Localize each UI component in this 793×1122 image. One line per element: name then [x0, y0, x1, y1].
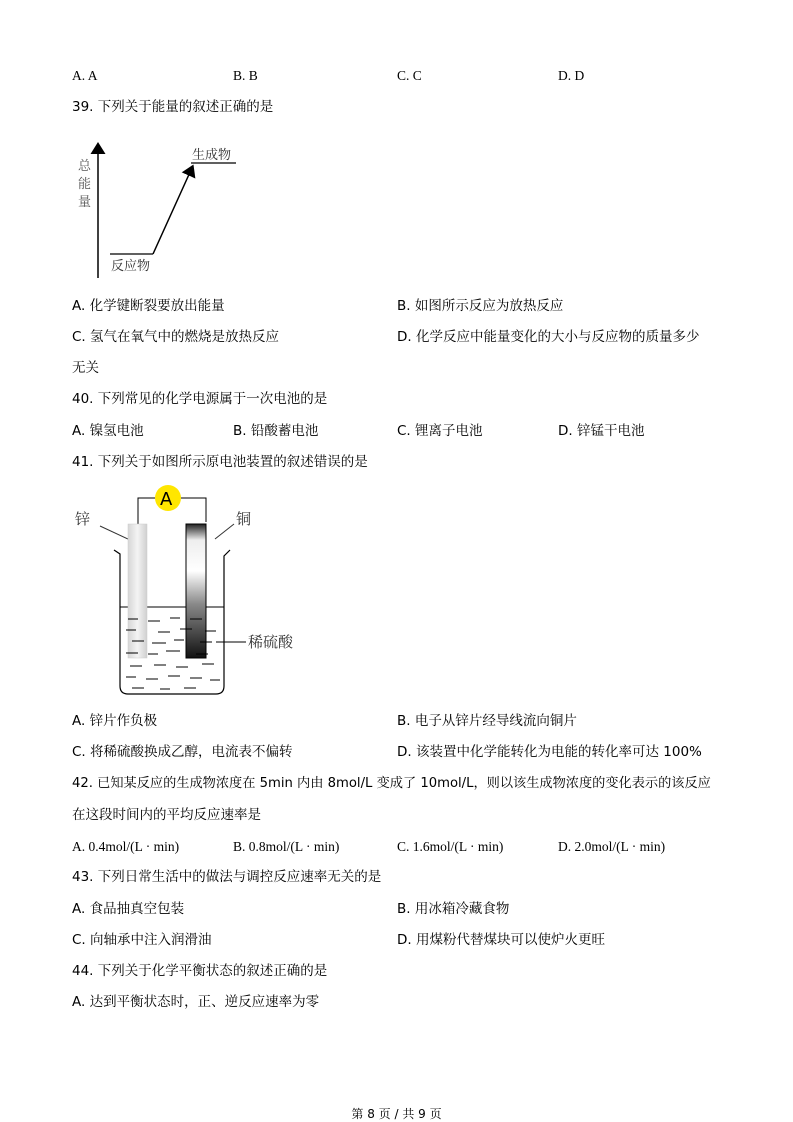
- y-axis-label-2: 能: [78, 177, 92, 192]
- q38-option-b: B. B: [233, 68, 258, 83]
- q43-option-b: B. 用冰箱冷藏食物: [397, 901, 510, 917]
- energy-diagram: [66, 140, 256, 285]
- q39-option-d: D. 化学反应中能量变化的大小与反应物的质量多少: [397, 329, 700, 345]
- q43-option-d: D. 用煤粉代替煤块可以使炉火更旺: [397, 932, 605, 948]
- product-label: 生成物: [192, 148, 232, 163]
- q42-option-d: D. 2.0mol/(L · min): [558, 839, 666, 854]
- ammeter-label: A: [160, 489, 173, 510]
- q39-option-c: C. 氢气在氧气中的燃烧是放热反应: [72, 329, 280, 345]
- copper-label: 铜: [236, 510, 252, 528]
- zinc-electrode: [128, 524, 147, 658]
- q40-option-d: D. 锌锰干电池: [558, 423, 645, 439]
- q42-stem-line2: 在这段时间内的平均反应速率是: [72, 807, 261, 823]
- copper-electrode: [186, 524, 206, 658]
- q38-option-a: A. A: [72, 68, 98, 83]
- q43-option-a: A. 食品抽真空包装: [72, 901, 185, 917]
- q41-option-c: C. 将稀硫酸换成乙醇，电流表不偏转: [72, 744, 293, 760]
- q41-option-a: A. 锌片作负极: [72, 713, 158, 729]
- q40-stem: 40. 下列常见的化学电源属于一次电池的是: [72, 391, 328, 407]
- q43-stem: 43. 下列日常生活中的做法与调控反应速率无关的是: [72, 869, 382, 885]
- q42-option-b: B. 0.8mol/(L · min): [233, 839, 340, 854]
- q38-option-d: D. D: [558, 68, 585, 83]
- q44-option-a: A. 达到平衡状态时，正、逆反应速率为零: [72, 994, 320, 1010]
- y-axis-label-3: 量: [78, 195, 92, 210]
- galvanic-cell-diagram: [70, 484, 310, 699]
- q39-option-a: A. 化学键断裂要放出能量: [72, 298, 225, 314]
- q39-stem: 39. 下列关于能量的叙述正确的是: [72, 99, 274, 115]
- q42-stem-line1: 42. 已知某反应的生成物浓度在 5min 内由 8mol/L 变成了 10mol/L，则以该生成物浓度的变化表示的该反应: [72, 776, 711, 791]
- q43-option-c: C. 向轴承中注入润滑油: [72, 932, 212, 948]
- reactant-label: 反应物: [111, 259, 151, 274]
- q41-option-b: B. 电子从锌片经导线流向铜片: [397, 713, 577, 729]
- q41-stem: 41. 下列关于如图所示原电池装置的叙述错误的是: [72, 454, 368, 470]
- y-axis-label-1: 总: [78, 159, 92, 174]
- q40-option-a: A. 镍氢电池: [72, 423, 144, 439]
- q39-option-d-continued: 无关: [72, 360, 99, 376]
- q41-option-d: D. 该装置中化学能转化为电能的转化率可达 100%: [397, 744, 702, 760]
- q38-option-c: C. C: [397, 68, 422, 83]
- page-number: 第 8 页 / 共 9 页: [351, 1107, 442, 1121]
- q42-option-a: A. 0.4mol/(L · min): [72, 839, 180, 854]
- q40-option-c: C. 锂离子电池: [397, 423, 483, 439]
- q39-option-b: B. 如图所示反应为放热反应: [397, 298, 564, 314]
- q44-stem: 44. 下列关于化学平衡状态的叙述正确的是: [72, 963, 328, 979]
- zinc-label: 锌: [75, 510, 91, 528]
- q40-option-b: B. 铅酸蓄电池: [233, 423, 319, 439]
- acid-label: 稀硫酸: [248, 633, 294, 651]
- q42-option-c: C. 1.6mol/(L · min): [397, 839, 504, 854]
